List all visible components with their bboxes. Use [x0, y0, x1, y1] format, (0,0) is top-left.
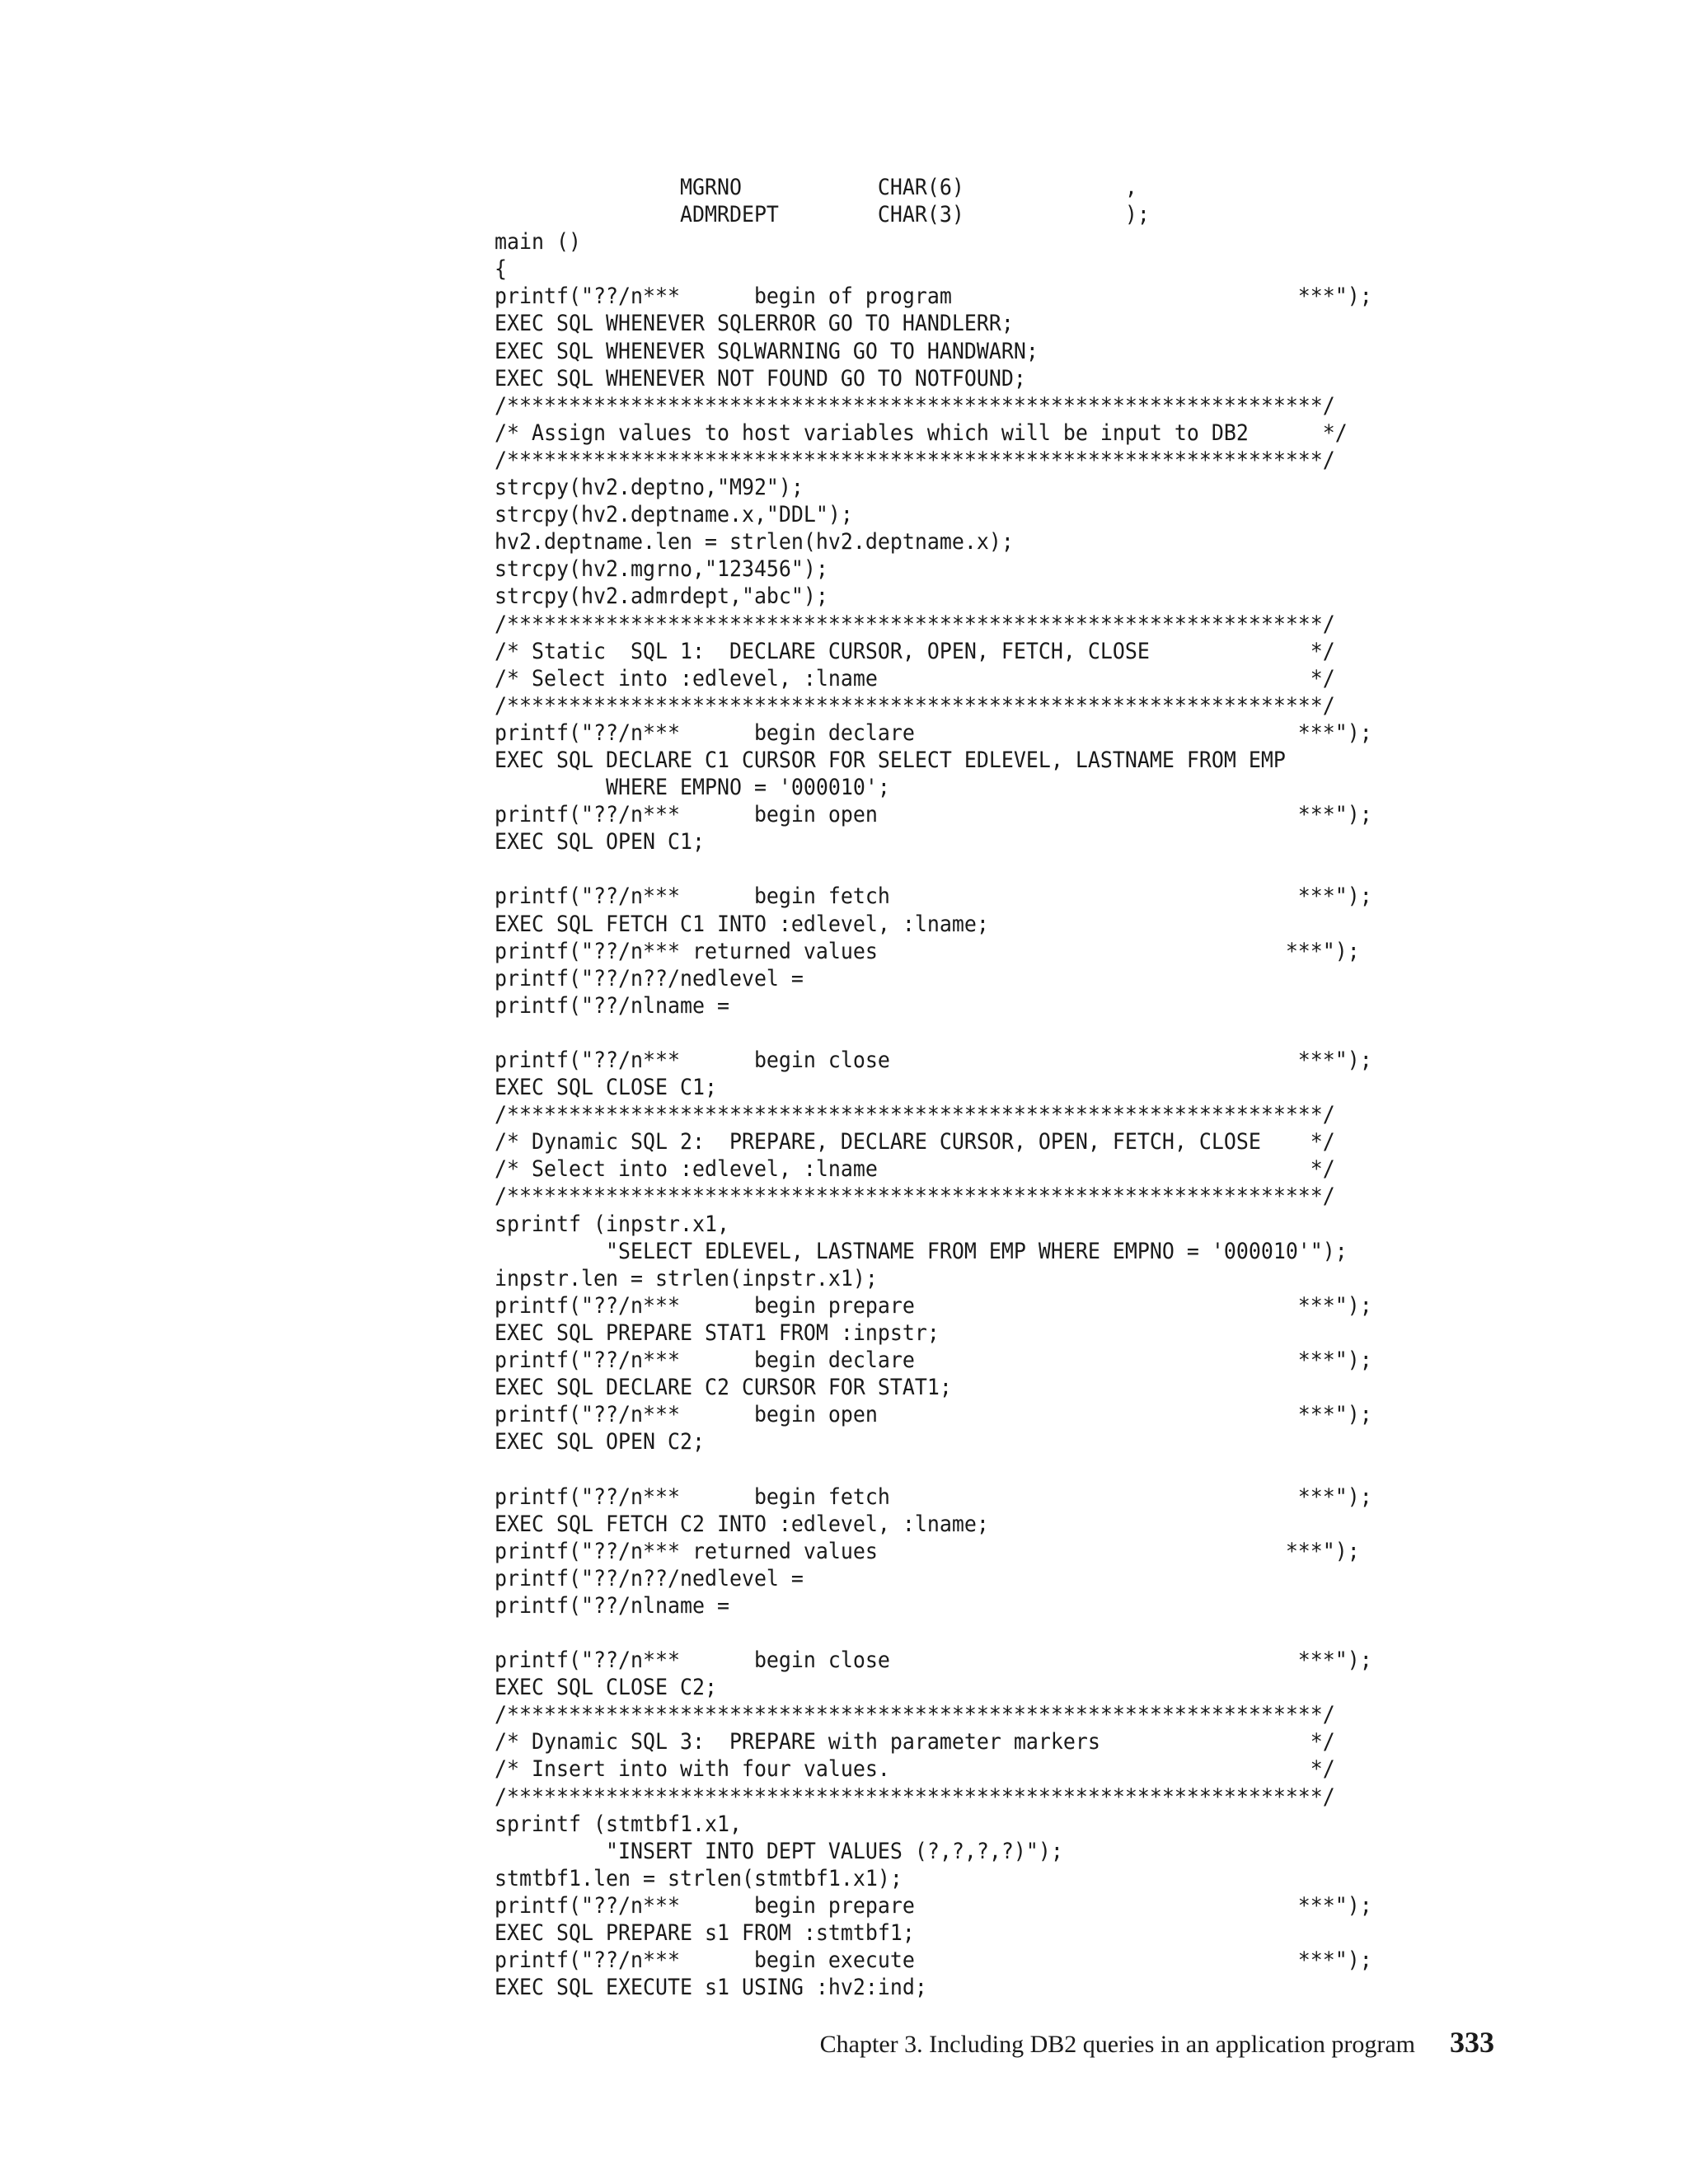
code-line: EXEC SQL WHENEVER NOT FOUND GO TO NOTFOUND;	[495, 365, 1026, 391]
code-line: {	[495, 256, 508, 283]
code-line: printf("??/n*** begin declare ***");	[495, 719, 1372, 746]
code-line: /* Dynamic SQL 3: PREPARE with parameter markers */	[495, 1729, 1335, 1755]
code-line: printf("??/n*** begin prepare ***");	[495, 1292, 1372, 1319]
code-line: EXEC SQL OPEN C2;	[495, 1429, 705, 1455]
code-line: EXEC SQL DECLARE C1 CURSOR FOR SELECT EDLEVEL, LASTNAME FROM EMP	[495, 747, 1286, 773]
code-line: EXEC SQL PREPARE STAT1 FROM :inpstr;	[495, 1319, 940, 1346]
code-line: hv2.deptname.len = strlen(hv2.deptname.x);	[495, 529, 1014, 555]
code-line: /******************************************************************/	[495, 1702, 1335, 1728]
code-line: printf("??/n*** begin close ***");	[495, 1647, 1372, 1674]
code-line: /* Static SQL 1: DECLARE CURSOR, OPEN, FETCH, CLOSE */	[495, 638, 1335, 664]
code-line: printf("??/n*** returned values ***");	[495, 1538, 1360, 1564]
code-line: printf("??/n*** begin fetch ***");	[495, 883, 1372, 910]
code-line: /* Dynamic SQL 2: PREPARE, DECLARE CURSOR, OPEN, FETCH, CLOSE */	[495, 1129, 1335, 1155]
code-line: EXEC SQL OPEN C1;	[495, 829, 705, 855]
code-line: strcpy(hv2.deptname.x,"DDL");	[495, 502, 853, 528]
code-listing	[495, 174, 1372, 2001]
code-line: ADMRDEPT CHAR(3) );	[495, 202, 1150, 228]
code-line: EXEC SQL WHENEVER SQLWARNING GO TO HANDWARN;	[495, 338, 1039, 364]
code-line: printf("??/n??/nedlevel =	[495, 1565, 804, 1591]
code-line: printf("??/n*** begin of program ***");	[495, 284, 1372, 310]
code-line: /* Assign values to host variables which will be input to DB2 */	[495, 419, 1348, 446]
code-line: /******************************************************************/	[495, 1783, 1335, 1810]
code-line: stmtbf1.len = strlen(stmtbf1.x1);	[495, 1865, 903, 1891]
code-line: printf("??/n*** begin open ***");	[495, 802, 1372, 828]
code-line: printf("??/n*** begin fetch ***");	[495, 1483, 1372, 1510]
code-line: MGRNO CHAR(6) ,	[495, 175, 1137, 200]
chapter-title: Chapter 3. Including DB2 queries in an application program	[819, 2031, 1415, 2058]
code-line: printf("??/n*** begin execute ***");	[495, 1947, 1372, 1974]
code-line	[495, 855, 1372, 883]
code-line: /* Select into :edlevel, :lname */	[495, 665, 1335, 691]
code-line: printf("??/n*** begin declare ***");	[495, 1347, 1372, 1374]
code-line: main ()	[495, 229, 581, 255]
code-line: "SELECT EDLEVEL, LASTNAME FROM EMP WHERE EMPNO = '000010'");	[495, 1238, 1348, 1264]
code-line: printf("??/nlname =	[495, 992, 729, 1019]
code-line: EXEC SQL FETCH C2 INTO :edlevel, :lname;	[495, 1511, 989, 1537]
code-line: /******************************************************************/	[495, 1183, 1335, 1210]
code-line: sprintf (inpstr.x1,	[495, 1211, 729, 1237]
code-line: strcpy(hv2.mgrno,"123456");	[495, 556, 828, 583]
code-line: EXEC SQL CLOSE C2;	[495, 1675, 717, 1701]
code-line: printf("??/n*** begin close ***");	[495, 1047, 1372, 1073]
code-line: printf("??/n*** returned values ***");	[495, 938, 1360, 964]
code-line: /* Insert into with four values. */	[495, 1756, 1335, 1783]
code-line: printf("??/n*** begin open ***");	[495, 1402, 1372, 1428]
code-line: "INSERT INTO DEPT VALUES (?,?,?,?)");	[495, 1838, 1063, 1864]
code-line: sprintf (stmtbf1.x1,	[495, 1811, 742, 1837]
code-line: EXEC SQL PREPARE s1 FROM :stmtbf1;	[495, 1920, 915, 1946]
code-line: EXEC SQL CLOSE C1;	[495, 1075, 717, 1101]
code-line: /******************************************************************/	[495, 1102, 1335, 1128]
code-line: /* Select into :edlevel, :lname */	[495, 1156, 1335, 1183]
code-line: EXEC SQL DECLARE C2 CURSOR FOR STAT1;	[495, 1375, 952, 1401]
code-line: /******************************************************************/	[495, 447, 1335, 473]
code-line: strcpy(hv2.deptno,"M92");	[495, 475, 804, 501]
code-line: EXEC SQL WHENEVER SQLERROR GO TO HANDLERR;	[495, 311, 1014, 337]
code-line	[495, 1619, 1372, 1647]
code-line: /******************************************************************/	[495, 692, 1335, 719]
page-number: 333	[1450, 2026, 1494, 2059]
code-line: inpstr.len = strlen(inpstr.x1);	[495, 1265, 878, 1291]
code-line: WHERE EMPNO = '000010';	[495, 775, 890, 801]
code-line	[495, 1455, 1372, 1483]
page-footer	[820, 2025, 1494, 2060]
code-line: printf("??/nlname =	[495, 1592, 729, 1619]
code-line: EXEC SQL EXECUTE s1 USING :hv2:ind;	[495, 1975, 927, 2001]
code-line: /******************************************************************/	[495, 392, 1335, 419]
code-line: strcpy(hv2.admrdept,"abc");	[495, 583, 828, 610]
code-line: printf("??/n??/nedlevel =	[495, 965, 804, 991]
code-line: printf("??/n*** begin prepare ***");	[495, 1892, 1372, 1919]
code-line: /******************************************************************/	[495, 611, 1335, 637]
code-line: EXEC SQL FETCH C1 INTO :edlevel, :lname;	[495, 911, 989, 937]
code-line	[495, 1019, 1372, 1047]
